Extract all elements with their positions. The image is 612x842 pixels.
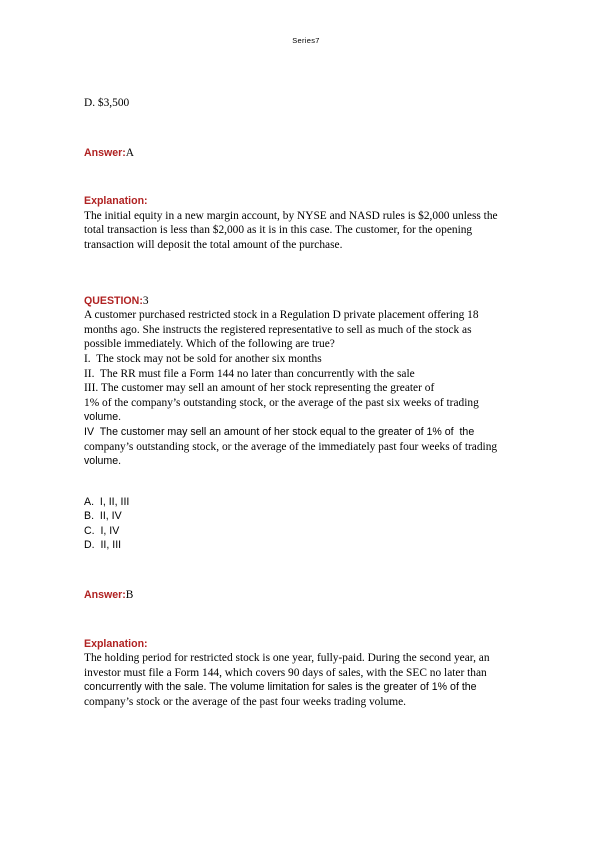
page-header xyxy=(0,36,612,45)
answer-line-1 xyxy=(84,145,536,161)
question-roman-line: IV The customer may sell an amount of her stock equal to the greater of 1% of the xyxy=(84,425,475,438)
question-roman-line: II. The RR must file a Form 144 no later than concurrently with the sale xyxy=(84,367,415,380)
spacer xyxy=(84,553,536,587)
question-label: QUESTION: xyxy=(84,294,143,307)
document-content xyxy=(84,96,536,710)
page-header-title: Series7 xyxy=(292,36,320,45)
spacer xyxy=(84,469,536,495)
answer-line-2 xyxy=(84,587,536,603)
explanation-line: concurrently with the sale. The volume limitation for sales is the greater of 1% of the xyxy=(84,681,477,694)
explanation-line: transaction will deposit the total amount of the purchase. xyxy=(84,238,343,251)
explanation-label-2: Explanation: xyxy=(84,637,148,650)
question-heading xyxy=(84,293,536,309)
explanation-line: The holding period for restricted stock is one year, fully-paid. During the second year, an xyxy=(84,652,490,665)
question-roman-line: volume. xyxy=(84,411,122,424)
explanation-label-1: Explanation: xyxy=(84,195,148,208)
answer-label: Answer: xyxy=(84,146,126,159)
explanation-line: investor must file a Form 144, which covers 90 days of sales, with the SEC no later than xyxy=(84,666,487,679)
explanation-line: The initial equity in a new margin account, by NYSE and NASD rules is $2,000 unless the xyxy=(84,209,498,222)
answer-choice-c[interactable]: C. I, IV xyxy=(84,524,120,537)
answer-choice-b[interactable]: B. II, IV xyxy=(84,510,122,523)
explanation-line: total transaction is less than $2,000 as it is in this case. The customer, for the opening xyxy=(84,224,473,237)
question-stem-line: A customer purchased restricted stock in a Regulation D private placement offering 18 xyxy=(84,309,479,322)
spacer xyxy=(84,253,536,293)
spacer xyxy=(84,111,536,145)
answer-value: A xyxy=(125,146,135,159)
question-roman-line: 1% of the company’s outstanding stock, or the average of the past six weeks of trading xyxy=(84,396,479,409)
previous-choice-d: D. $3,500 xyxy=(84,97,130,109)
question-roman-line: company’s outstanding stock, or the average of the immediately past four weeks of trading xyxy=(84,440,498,453)
answer-choice-d[interactable]: D. II, III xyxy=(84,539,122,552)
explanation-line: company’s stock or the average of the past four weeks trading volume. xyxy=(84,696,407,709)
question-number: 3 xyxy=(142,294,149,307)
answer-label: Answer: xyxy=(84,589,126,602)
answer-choice-a[interactable]: A. I, II, III xyxy=(84,495,130,508)
spacer xyxy=(84,603,536,637)
spacer xyxy=(84,160,536,194)
question-roman-line: volume. xyxy=(84,455,122,468)
question-stem-line: months ago. She instructs the registered representative to sell as much of the stock as xyxy=(84,323,472,336)
answer-value: B xyxy=(125,589,134,602)
question-roman-line: III. The customer may sell an amount of her stock representing the greater of xyxy=(84,382,435,395)
question-stem-line: possible immediately. Which of the following are true? xyxy=(84,338,335,351)
question-roman-line: I. The stock may not be sold for another six months xyxy=(84,352,322,365)
